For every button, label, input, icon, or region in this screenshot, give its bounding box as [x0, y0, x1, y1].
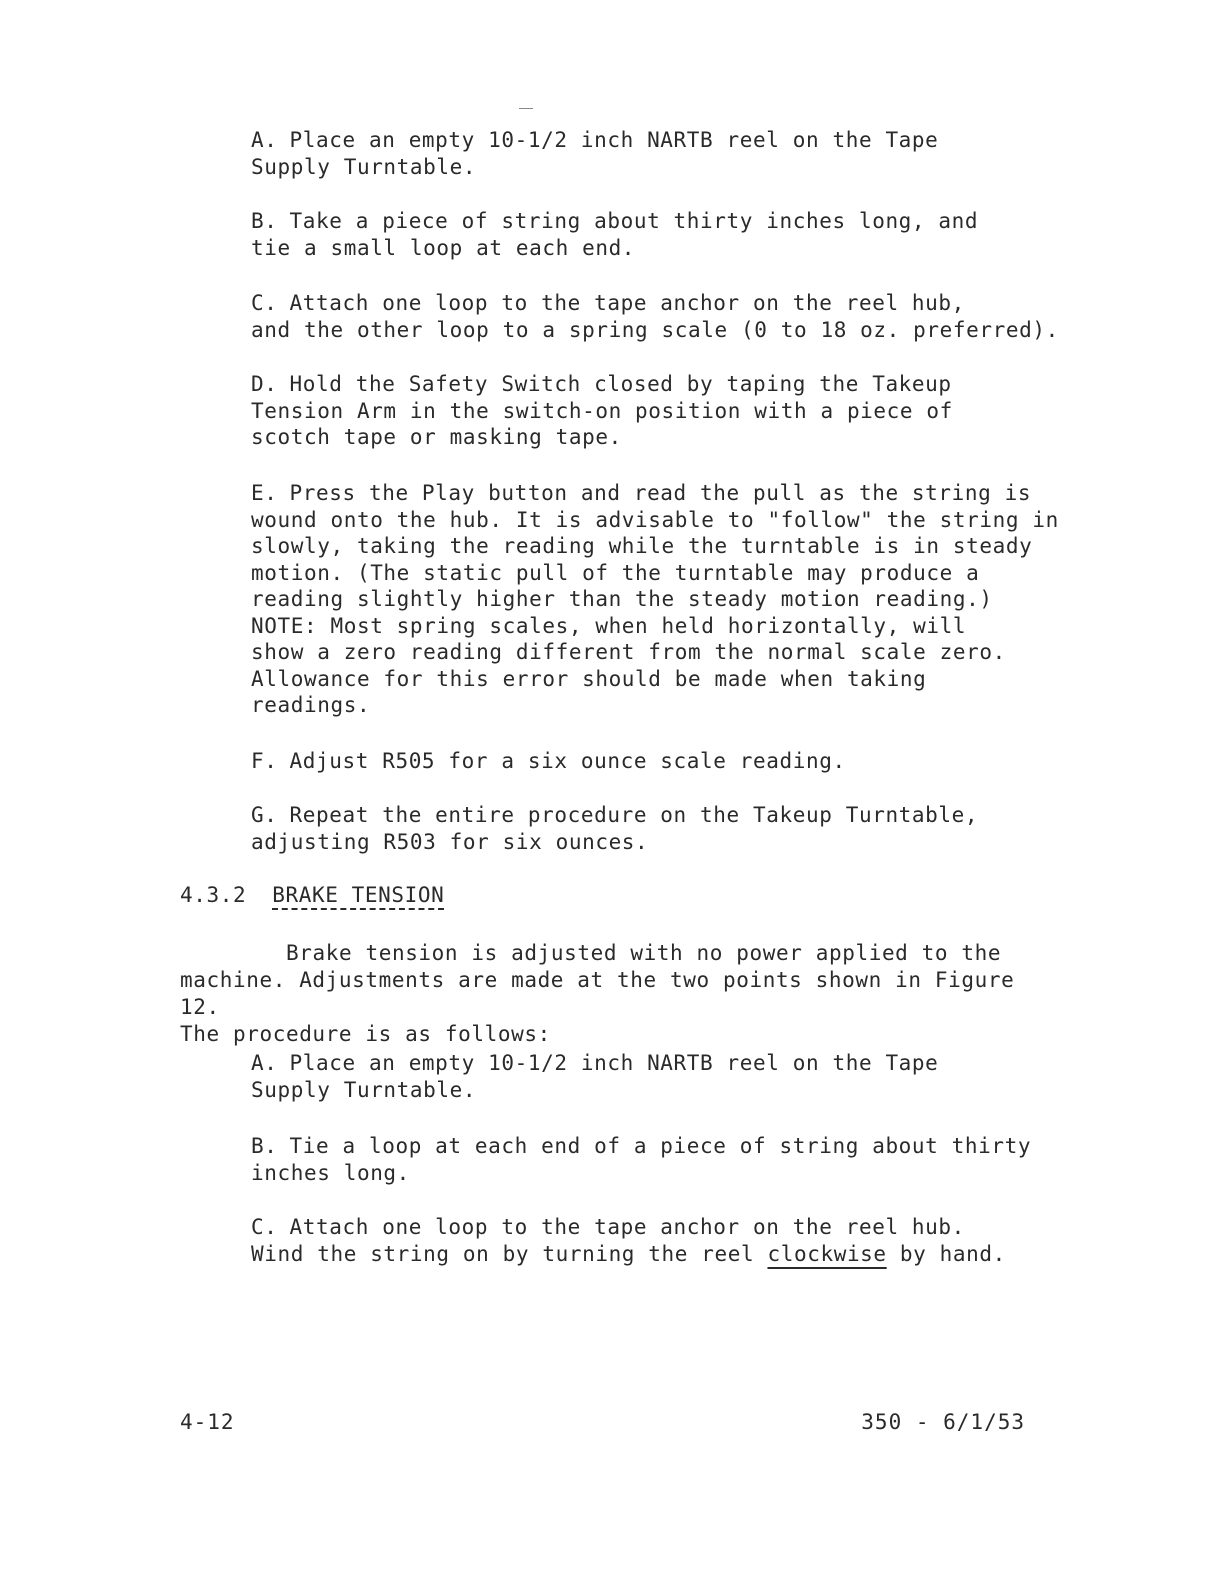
step-label: A.: [251, 1051, 278, 1075]
step-2c: [251, 1214, 1006, 1267]
step-text: Tie a loop at each end of a piece of string about thirty inches long.: [251, 1134, 1032, 1185]
step-1c: [251, 290, 1059, 343]
step-1d: [251, 371, 953, 451]
step-1g: [251, 802, 978, 855]
step-label: F.: [251, 749, 278, 773]
intro-text: Brake tension is adjusted with no power applied to the machine. Adjustments are made at the two points shown in Figure 12. The procedure is as follows:: [180, 941, 1015, 1046]
clockwise-emphasis: clockwise: [767, 1241, 887, 1266]
page-number: 4-12: [180, 1410, 235, 1434]
section-title: BRAKE TENSION: [272, 883, 445, 907]
step-text-line2-pre: Wind the string on by turning the reel: [251, 1241, 768, 1266]
step-text: Attach one loop to the tape anchor on the reel hub, and the other loop to a spring scale (0 to 18 oz. preferred).: [251, 291, 1059, 342]
step-text: Place an empty 10-1/2 inch NARTB reel on the Tape Supply Turntable.: [251, 128, 939, 179]
step-1f: [251, 748, 846, 775]
step-label: A.: [251, 128, 278, 152]
step-label: B.: [251, 209, 278, 233]
step-label: D.: [251, 372, 278, 396]
step-1e: [251, 480, 1059, 719]
step-text: Repeat the entire procedure on the Takeup Turntable, adjusting R503 for six ounces.: [251, 803, 979, 854]
step-2b: [251, 1133, 1031, 1186]
step-label: C.: [251, 291, 278, 315]
step-1a: [251, 127, 938, 180]
step-label: C.: [251, 1215, 278, 1239]
step-text: Take a piece of string about thirty inches long, and tie a small loop at each end.: [251, 209, 979, 260]
step-label: B.: [251, 1134, 278, 1158]
step-1b: [251, 208, 978, 261]
section-intro: [180, 940, 1040, 1048]
step-text: Press the Play button and read the pull as the string is wound onto the hub. It is advisable to "follow" the string in slowly, taking the reading while the turntable is in steady motion. (The static pull of the turntable may produce a reading slightly higher than the steady motion reading.) NOTE: Most spring scales, when held horizontally, will show a zero reading different from the normal scale zero. Allowance for this error should be made when taking readings.: [251, 481, 1059, 717]
section-number: 4.3.2: [180, 883, 247, 907]
page-mark: [519, 108, 533, 109]
step-text-line2-post: by hand.: [886, 1241, 1006, 1266]
step-text: Place an empty 10-1/2 inch NARTB reel on the Tape Supply Turntable.: [251, 1051, 939, 1102]
step-text-line1: Attach one loop to the tape anchor on the reel hub.: [289, 1215, 965, 1239]
step-text: Hold the Safety Switch closed by taping the Takeup Tension Arm in the switch-on position with a piece of scotch tape or masking tape.: [251, 372, 953, 449]
revision-date: 350 - 6/1/53: [861, 1410, 1025, 1434]
step-2a: [251, 1050, 938, 1103]
section-heading: [180, 881, 444, 909]
step-label: G.: [251, 803, 278, 827]
step-label: E.: [251, 481, 278, 505]
step-text: Adjust R505 for a six ounce scale reading.: [289, 749, 846, 773]
